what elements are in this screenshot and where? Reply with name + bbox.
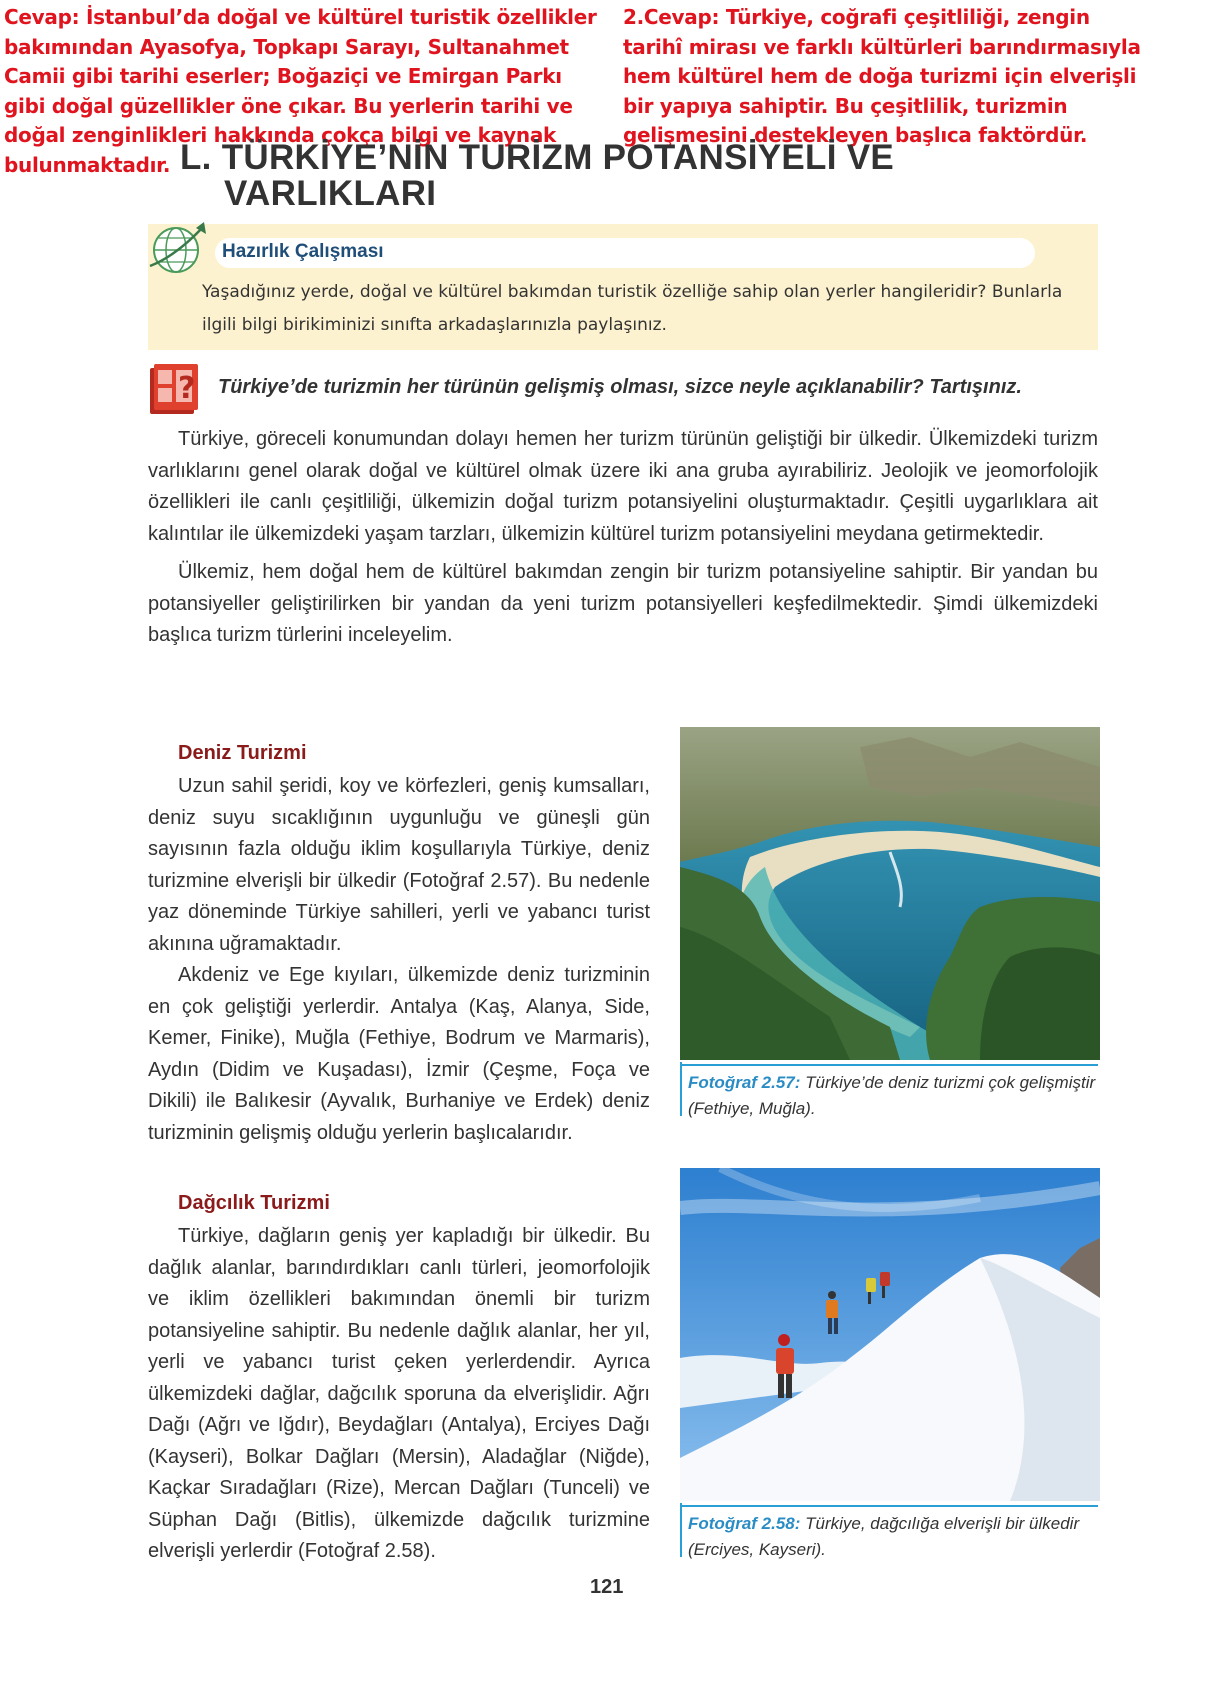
title-line-1: L. TÜRKİYE’NİN TURİZM POTANSİYELİ VE [180,138,895,177]
discussion-question: Türkiye’de turizmin her türünün gelişmiş olması, sizce neyle açıklanabilir? Tartışınız. [218,376,1022,398]
question-book-icon [148,362,202,418]
title-line-2: VARLIKLARI [224,174,437,213]
answer-1: Cevap: İstanbul’da doğal ve kültürel turistik özellikler bakımından Ayasofya, Topkapı Sarayı, Sultanahmet Camii gibi tarihi eserler; Boğaziçi ve Emirgan Parkı gibi doğal güzellikler öne çıkar. Bu yerlerin tarihi ve doğal zenginlikleri hakkında çokça bilgi ve kaynak bulunmaktadır. [4,5,597,177]
page-number: 121 [590,1576,624,1598]
prep-text-body: Yaşadığınız yerde, doğal ve kültürel bakımdan turistik özelliğe sahip olan yerler hangileridir? Bunlarla ilgili bilgi birikiminizi sınıfta arkadaşlarınızla paylaşınız. [202,282,1063,335]
lagoon-photo [680,727,1100,1060]
mountain-tourism-heading: Dağcılık Turizmi [178,1192,330,1214]
sea-tourism-heading: Deniz Turizmi [178,742,307,764]
photo-caption-2-57 [680,1064,1098,1122]
sea-paragraph-1: Uzun sahil şeridi, koy ve körfezleri, geniş kumsalları, deniz suyu sıcaklığının uygunluğu ve güneşli gün sayısının fazla olduğu iklim koşullarıyla Türkiye, deniz turizmine elverişli bir ülkedir (Fotoğraf 2.57). Bu nedenle yaz döneminde Türkiye sahilleri, yerli ve yabancı turist akınına uğramaktadır. [148,775,650,955]
svg-text:?: ? [178,371,196,406]
globe-arrow-icon [146,218,210,278]
mountain-tourism-section [148,1188,650,1568]
caption-text-2-58: Türkiye, dağcılığa elverişli bir ülkedir (Erciyes, Kayseri). [688,1514,1080,1559]
prep-text [172,276,1092,342]
intro-paragraph-1: Türkiye, göreceli konumundan dolayı hemen her turizm türünün geliştiği bir ülkedir. Ülkemizdeki turizm varlıklarını genel olarak doğal ve kültürel olmak üzere iki ana gruba ayırabiliriz. Jeolojik ve jeomorfolojik özellikleri ile canlı çeşitliliği, ülkemizin doğal turizm potansiyelini oluşturmaktadır. Çeşitli uygarlıklara ait kalıntılar ile ülkemizdeki yaşam tarzları, ülkemizin kültürel turizm potansiyelini meydana getirmektedir. [148,428,1098,545]
caption-label-2-58: Fotoğraf 2.58: [688,1514,801,1533]
caption-text-2-57: Türkiye’de deniz turizmi çok gelişmiştir (Fethiye, Muğla). [688,1073,1096,1118]
answer-2: 2.Cevap: Türkiye, coğrafi çeşitliliği, zengin tarihî mirası ve farklı kültürleri barındırmasıyla hem kültürel hem de doğa turizmi için elverişli bir yapıya sahiptir. Bu çeşitlilik, turizmin gelişmesini destekleyen başlıca faktördür. [623,5,1141,147]
mountain-climbers-photo [680,1168,1100,1501]
photo-caption-2-58 [680,1505,1098,1563]
sea-tourism-section [148,738,650,1149]
intro-paragraph-2: Ülkemiz, hem doğal hem de kültürel bakımdan zengin bir turizm potansiyeline sahiptir. Bir yandan bu potansiyeller geliştirilirken bir yandan da yeni turizm potansiyelleri keşfedilmektedir. Şimdi ülkemizdeki başlıca turizm türlerini inceleyelim. [148,561,1098,646]
intro-text [148,424,1098,659]
mountain-paragraph-1: Türkiye, dağların geniş yer kapladığı bir ülkedir. Bu dağlık alanlar, barındırdıkları canlı türleri, jeomorfolojik ve iklim özellikleri bakımından önemli bir turizm potansiyeline sahiptir. Bu nedenle dağlık alanlar, her yıl, yerli ve yabancı turist çeken yerlerdendir. Ayrıca ülkemizdeki dağlar, dağcılık sporuna da elverişlidir. Ağrı Dağı (Ağrı ve Iğdır), Beydağları (Antalya), Erciyes Dağı (Kayseri), Bolkar Dağları (Mersin), Aladağlar (Niğde), Kaçkar Sıradağları (Rize), Mercan Dağları (Tunceli) ve Süphan Dağı (Bitlis), ülkemizde dağcılık turizmine elverişli yerlerdir (Fotoğraf 2.58). [148,1225,650,1562]
section-title [180,140,1000,212]
sea-paragraph-2: Akdeniz ve Ege kıyıları, ülkemizde deniz turizminin en çok geliştiği yerlerdir. Antalya (Kaş, Alanya, Side, Kemer, Finike), Muğla (Fethiye, Bodrum ve Marmaris), Aydın (Didim ve Kuşadası), İzmir (Çeşme, Foça ve Dikili) ile Balıkesir (Ayvalık, Burhaniye ve Erdek) deniz turizminin gelişmiş olduğu yerlerin başlıcalarıdır. [148,964,650,1144]
prep-heading: Hazırlık Çalışması [222,241,384,262]
caption-label-2-57: Fotoğraf 2.57: [688,1073,801,1092]
